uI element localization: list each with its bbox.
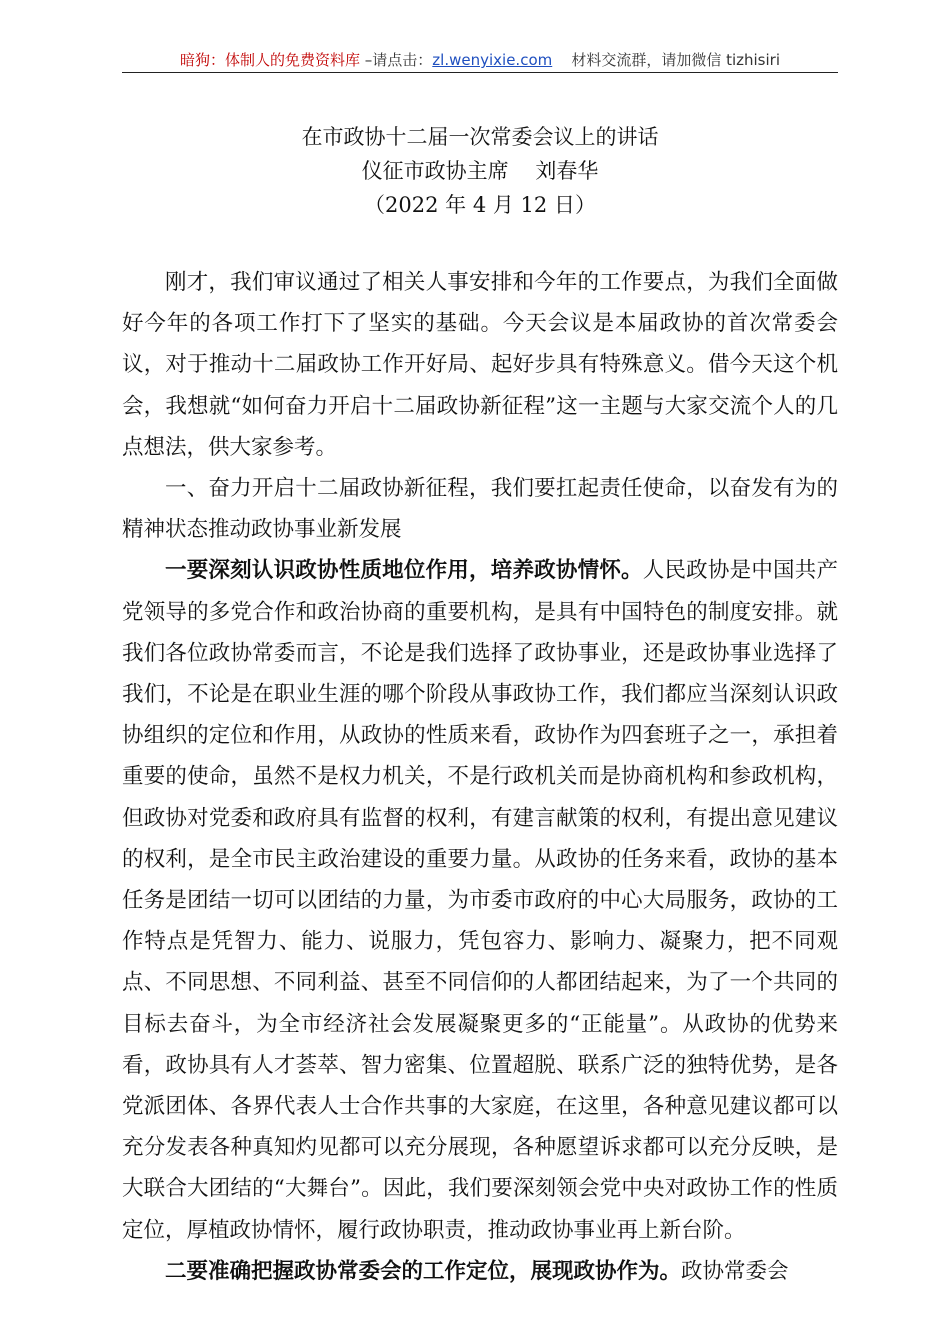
paragraph-point-two [122,1251,838,1292]
header-link[interactable]: zl.wenyixie.com [432,51,553,69]
point-one-heading: 一要深刻认识政协性质地位作用，培养政协情怀。 [165,558,643,584]
header-contact [552,51,780,69]
speech-title: 在市政协十二届一次常委会议上的讲话 [301,125,659,149]
point-one-text: 人民政协是中国共产党领导的多党合作和政治协商的重要机构，是具有中国特色的制度安排。就我们各位政协常委而言，不论是我们选择了政协事业，还是政协事业选择了我们，不论是在职业生涯的哪个阶段从事政协工作，我们都应当深刻认识政协组织的定位和作用，从政协的性质来看，政协作为四套班子之一，承担着重要的使命，虽然不是权力机关，不是行政机关而是协商机构和参政机构，但政协对党委和政府具有监督的权利，有建言献策的权利，有提出意见建议的权利，是全市民主政治建设的重要力量。从政协的任务来看，政协的基本任务是团结一切可以团结的力量，为市委市政府的中心大局服务，政协的工作特点是凭智力、能力、说服力，凭包容力、影响力、凝聚力，把不同观点、不同思想、不同利益、甚至不同信仰的人都团结起来，为了一个共同的目标去奋斗，为全市经济社会发展凝聚更多的“正能量”。从政协的优势来看，政协具有人才荟萃、智力密集、位置超脱、联系广泛的独特优势，是各党派团体、各界代表人士合作共事的大家庭，在这里，各种意见建议都可以充分发表各种真知灼见都可以充分展现，各种愿望诉求都可以充分反映，是大联合大团结的“大舞台”。因此，我们要深刻领会党中央对政协工作的性质定位，厚植政协情怀，履行政协职责，推动政协事业再上新台阶。 [122,558,838,1243]
point-two-heading: 二要准确把握政协常委会的工作定位，展现政协作为。 [165,1258,682,1284]
header-site-name: 暗狗：体制人的免费资料库 [180,51,361,69]
section-heading-one: 一、奋力开启十二届政协新征程，我们要扛起责任使命，以奋发有为的精神状态推动政协事业新发展 [122,476,838,543]
title-block [122,120,838,222]
body-text [122,262,838,1292]
paragraph-intro: 刚才，我们审议通过了相关人事安排和今年的工作要点，为我们全面做好今年的各项工作打下了坚实的基础。今天会议是本届政协的首次常委会议，对于推动十二届政协工作开好局、起好步具有特殊意义。借今天这个机会，我想就“如何奋力开启十二届政协新征程”这一主题与大家交流个人的几点想法，供大家参考。 [122,270,838,460]
point-two-text: 政协常委会 [681,1258,789,1284]
speaker-line: 仪征市政协主席 刘春华 [361,159,599,183]
paragraph-point-one [122,550,838,1250]
page-header [122,48,838,72]
speech-date: （2022 年 4 月 12 日） [364,193,596,217]
header-divider [122,72,838,73]
header-prompt: –请点击： [360,51,433,69]
header-contact-text: 材料交流群，请加微信 tizhisiri [571,51,780,69]
